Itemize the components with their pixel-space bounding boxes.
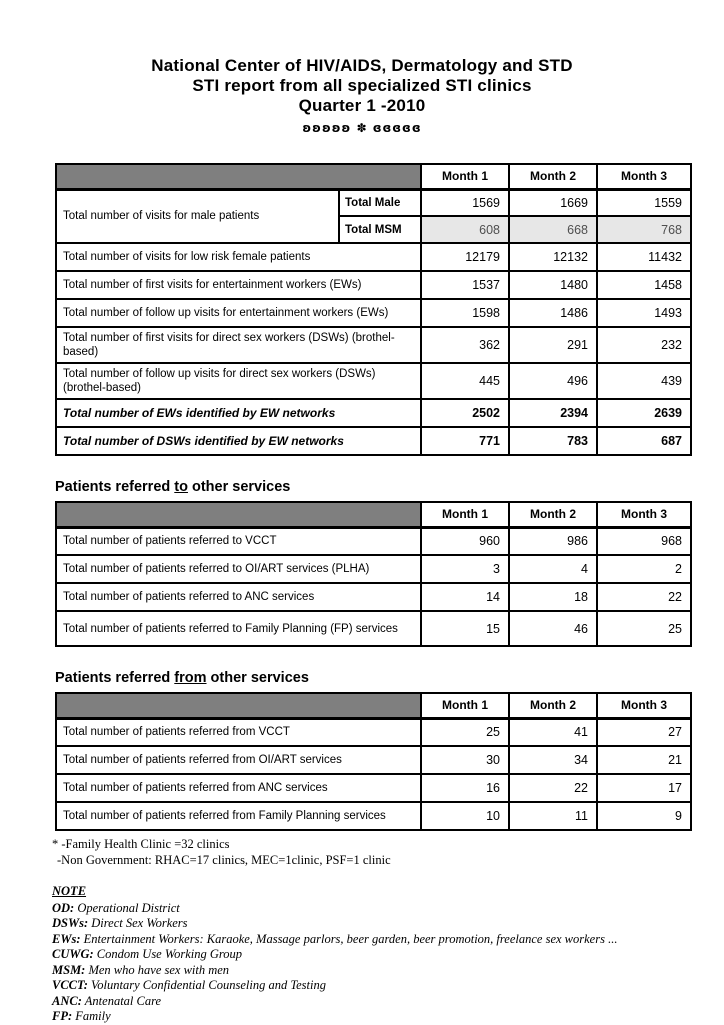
table-row [56, 527, 691, 555]
value-cell: 608 [421, 216, 509, 243]
month-header-cell: Month 1 [421, 693, 509, 718]
value-cell: 27 [597, 718, 691, 746]
footnote-line: * -Family Health Clinic =32 clinics [52, 837, 230, 851]
sub-label-cell: Total MSM [339, 216, 421, 243]
row-label-cell: Total number of patients referred from OI/ART services [56, 746, 421, 774]
row-label-cell: Total number of patients referred from ANC services [56, 774, 421, 802]
table-row [56, 802, 691, 830]
value-cell: 986 [509, 527, 597, 555]
table-row [56, 611, 691, 646]
footnote-line: -Non Government: RHAC=17 clinics, MEC=1clinic, PSF=1 clinic [57, 853, 391, 867]
report-header [0, 0, 724, 135]
section-title-underlined-word: to [174, 479, 188, 495]
note-text: Voluntary Confidential Counseling and Testing [91, 978, 326, 992]
row-label-cell: Total number of first visits for direct sex workers (DSWs) (brothel-based) [56, 327, 421, 363]
row-label-cell: Total number of patients referred from VCCT [56, 718, 421, 746]
row-label-cell: Total number of follow up visits for entertainment workers (EWs) [56, 299, 421, 327]
table-header-spacer [56, 693, 421, 718]
table-row [56, 718, 691, 746]
value-cell: 2639 [597, 399, 691, 427]
note-text: Family [75, 1009, 111, 1023]
section-title-referred-from [55, 669, 724, 687]
value-cell: 960 [421, 527, 509, 555]
table-header-row [56, 502, 691, 527]
value-cell: 15 [421, 611, 509, 646]
referred-from-table [55, 692, 692, 831]
note-text: Men who have sex with men [88, 962, 230, 977]
row-label-cell: Total number of patients referred to OI/ART services (PLHA) [56, 555, 421, 583]
note-abbr: DSWs: [52, 916, 89, 930]
note-item [52, 916, 724, 932]
table-row [56, 583, 691, 611]
value-cell: 2 [597, 555, 691, 583]
note-abbr: OD: [52, 900, 75, 915]
note-abbr: CUWG: [52, 947, 94, 961]
month-header-cell: Month 1 [421, 164, 509, 189]
note-item [52, 932, 724, 948]
value-cell: 22 [509, 774, 597, 802]
value-cell: 3 [421, 555, 509, 583]
table-row [56, 271, 691, 299]
row-label-cell: Total number of patients referred to Family Planning (FP) services [56, 611, 421, 646]
note-abbr: VCCT: [52, 978, 88, 992]
value-cell: 687 [597, 427, 691, 455]
row-label-cell: Total number of visits for male patients [56, 189, 339, 243]
value-cell: 668 [509, 216, 597, 243]
value-cell: 34 [509, 746, 597, 774]
note-abbr: EWs: [52, 931, 81, 946]
decorative-ornament: ʚʚʚʚʚ ✽ ɞɞɞɞɞ [302, 121, 422, 135]
month-header-cell: Month 2 [509, 693, 597, 718]
row-label-cell: Total number of first visits for entertainment workers (EWs) [56, 271, 421, 299]
referred-to-table [55, 501, 692, 647]
note-abbr: FP: [52, 1009, 73, 1023]
table-row [56, 363, 691, 399]
value-cell: 4 [509, 555, 597, 583]
value-cell: 12132 [509, 243, 597, 271]
value-cell: 232 [597, 327, 691, 363]
table-row [56, 327, 691, 363]
value-cell: 16 [421, 774, 509, 802]
month-header-cell: Month 2 [509, 164, 597, 189]
row-label-cell: Total number of follow up visits for direct sex workers (DSWs) (brothel-based) [56, 363, 421, 399]
value-cell: 17 [597, 774, 691, 802]
note-text: Condom Use Working Group [96, 947, 243, 961]
row-label-cell: Total number of EWs identified by EW networks [56, 399, 421, 427]
report-title-line-3: Quarter 1 -2010 [298, 96, 426, 115]
row-label-cell: Total number of DSWs identified by EW networks [56, 427, 421, 455]
value-cell: 30 [421, 746, 509, 774]
value-cell: 1458 [597, 271, 691, 299]
report-title-line-2: STI report from all specialized STI clinics [192, 76, 532, 95]
value-cell: 2394 [509, 399, 597, 427]
value-cell: 14 [421, 583, 509, 611]
note-text: Operational District [77, 900, 180, 915]
table-row [56, 399, 691, 427]
value-cell: 25 [597, 611, 691, 646]
section-title-prefix: Patients referred [55, 670, 171, 686]
value-cell: 2502 [421, 399, 509, 427]
table-row [56, 243, 691, 271]
value-cell: 46 [509, 611, 597, 646]
note-title: NOTE [52, 884, 87, 898]
value-cell: 1486 [509, 299, 597, 327]
table-row [56, 299, 691, 327]
value-cell: 968 [597, 527, 691, 555]
month-header-cell: Month 1 [421, 502, 509, 527]
table-header-spacer [56, 164, 421, 189]
value-cell: 496 [509, 363, 597, 399]
value-cell: 1559 [597, 189, 691, 216]
value-cell: 1537 [421, 271, 509, 299]
note-item [52, 963, 724, 979]
note-abbr: MSM: [52, 962, 86, 977]
month-header-cell: Month 3 [597, 693, 691, 718]
table-row [56, 427, 691, 455]
value-cell: 41 [509, 718, 597, 746]
note-text: Entertainment Workers: Karaoke, Massage parlors, beer garden, beer promotion, freelance sex workers ... [83, 931, 618, 946]
sub-label-cell: Total Male [339, 189, 421, 216]
table-row [56, 746, 691, 774]
value-cell: 445 [421, 363, 509, 399]
value-cell: 362 [421, 327, 509, 363]
month-header-cell: Month 2 [509, 502, 597, 527]
value-cell: 12179 [421, 243, 509, 271]
value-cell: 21 [597, 746, 691, 774]
value-cell: 22 [597, 583, 691, 611]
value-cell: 1480 [509, 271, 597, 299]
note-item [52, 994, 724, 1010]
note-abbr: ANC: [52, 993, 82, 1008]
row-label-cell: Total number of patients referred from Family Planning services [56, 802, 421, 830]
table-row [56, 189, 691, 216]
row-label-cell: Total number of patients referred to VCCT [56, 527, 421, 555]
value-cell: 291 [509, 327, 597, 363]
note-block [52, 884, 724, 1025]
value-cell: 783 [509, 427, 597, 455]
value-cell: 11 [509, 802, 597, 830]
table-header-spacer [56, 502, 421, 527]
value-cell: 1598 [421, 299, 509, 327]
row-label-cell: Total number of visits for low risk female patients [56, 243, 421, 271]
value-cell: 25 [421, 718, 509, 746]
month-header-cell: Month 3 [597, 502, 691, 527]
value-cell: 9 [597, 802, 691, 830]
section-title-underlined-word: from [174, 670, 207, 686]
value-cell: 439 [597, 363, 691, 399]
section-title-prefix: Patients referred [55, 479, 171, 495]
table-header-row [56, 164, 691, 189]
note-item [52, 901, 724, 917]
section-title-suffix: other services [210, 670, 309, 686]
row-label-cell: Total number of patients referred to ANC services [56, 583, 421, 611]
value-cell: 1493 [597, 299, 691, 327]
value-cell: 11432 [597, 243, 691, 271]
section-title-suffix: other services [192, 479, 291, 495]
value-cell: 1669 [509, 189, 597, 216]
section-title-referred-to [55, 478, 724, 496]
visits-table [55, 163, 692, 456]
table-row [56, 555, 691, 583]
value-cell: 771 [421, 427, 509, 455]
table-header-row [56, 693, 691, 718]
value-cell: 10 [421, 802, 509, 830]
value-cell: 1569 [421, 189, 509, 216]
month-header-cell: Month 3 [597, 164, 691, 189]
report-title-line-1: National Center of HIV/AIDS, Dermatology and STD [151, 56, 573, 75]
value-cell: 768 [597, 216, 691, 243]
note-text: Antenatal Care [84, 993, 162, 1008]
table-row [56, 774, 691, 802]
value-cell: 18 [509, 583, 597, 611]
note-item [52, 947, 724, 963]
note-text: Direct Sex Workers [91, 916, 188, 930]
footnote [52, 836, 724, 868]
note-item [52, 1009, 724, 1025]
note-item [52, 978, 724, 994]
